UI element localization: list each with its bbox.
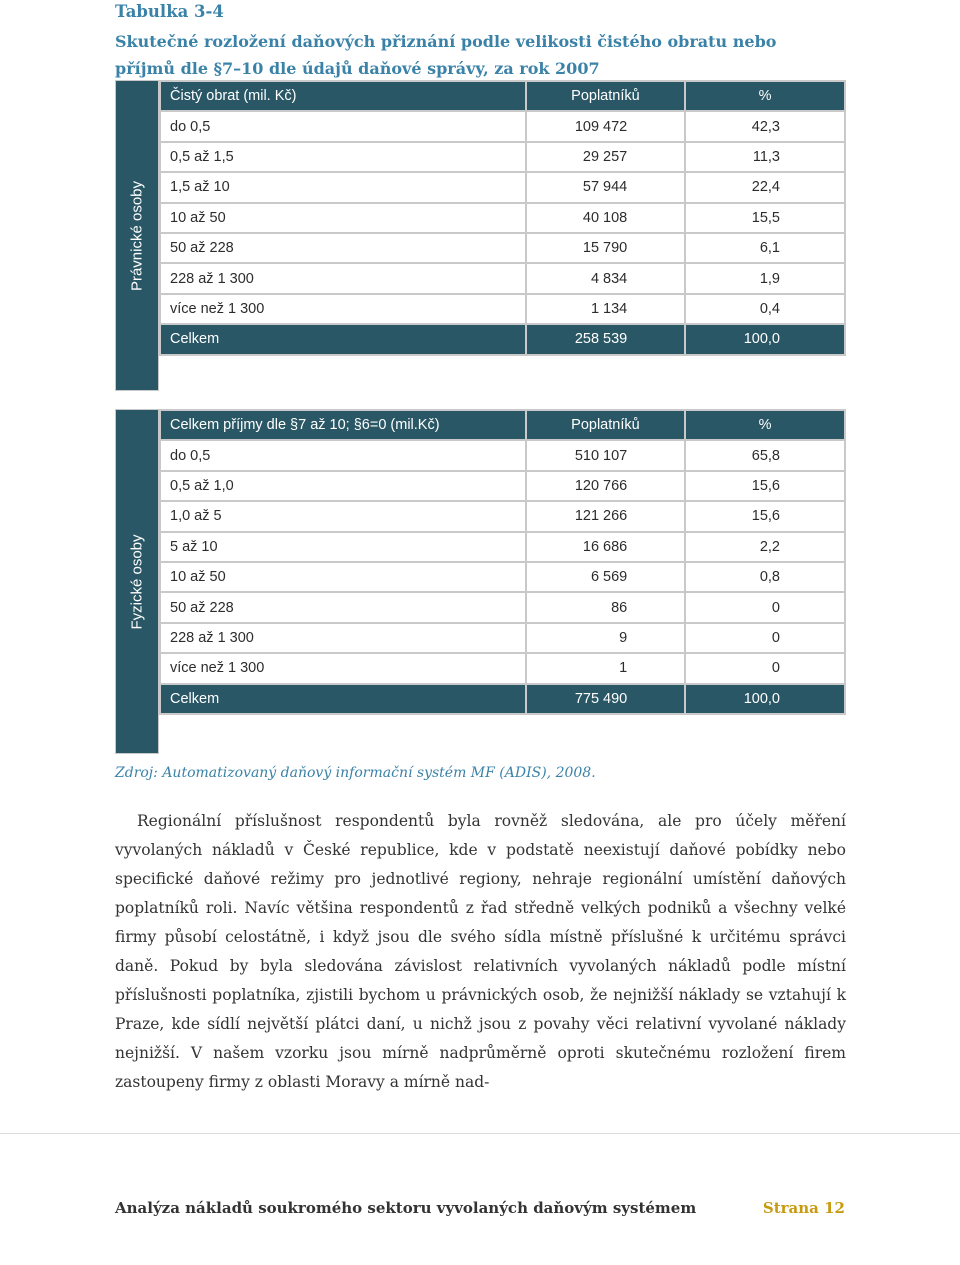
percent-cell: 100,0	[685, 324, 845, 354]
group-sidebar	[115, 80, 159, 391]
table-fyzicke-osoby	[115, 409, 846, 754]
group-label: Právnické osoby	[128, 180, 146, 291]
percent-cell: 100,0	[685, 684, 845, 714]
percent-cell: 42,3	[685, 111, 845, 141]
table-row	[160, 111, 845, 141]
range-cell: 228 až 1 300	[160, 263, 526, 293]
table-row	[160, 172, 845, 202]
percent-cell: 15,6	[685, 501, 845, 531]
taxpayers-cell: 120 766	[526, 471, 686, 501]
table-row	[160, 294, 845, 324]
table-row	[160, 592, 845, 622]
taxpayers-cell: Poplatníků	[526, 81, 686, 111]
table-row	[160, 653, 845, 683]
range-cell: Čistý obrat (mil. Kč)	[160, 81, 526, 111]
table-total-row	[160, 684, 845, 714]
table-row	[160, 233, 845, 263]
percent-cell: 0	[685, 592, 845, 622]
range-cell: 0,5 až 1,5	[160, 142, 526, 172]
range-cell: více než 1 300	[160, 653, 526, 683]
table-row	[160, 142, 845, 172]
footer-divider	[0, 1133, 960, 1134]
percent-cell: 15,6	[685, 471, 845, 501]
percent-cell: 65,8	[685, 440, 845, 470]
range-cell: 10 až 50	[160, 203, 526, 233]
table-row	[160, 562, 845, 592]
range-cell: 1,5 až 10	[160, 172, 526, 202]
taxpayers-cell: 15 790	[526, 233, 686, 263]
body-paragraph: Regionální příslušnost respondentů byla rovněž sledována, ale pro účely měření vyvolaných nákladů v České republice, kde v podstatě neexistují daňové pobídky nebo specifické daňové režimy pro jednotlivé regiony, nehraje regionální umístění daňových poplatníků roli. Navíc většina respondentů z řad středně velkých podniků a všechny velké firmy působí celostátně, i když jsou dle svého sídla místně příslušné k určitému správci daně. Pokud by byla sledována závislost relativních vyvolaných nákladů podle místní příslušnosti poplatníka, zjistili bychom u právnických osob, že nejnižší náklady se vztahují k Praze, kde sídlí největší plátci daní, u nichž jsou z povahy věci relativní vyvolané náklady nejnižší. V našem vzorku jsou mírně nadprůměrně oproti skutečnému rozložení firem zastoupeny firmy z oblasti Moravy a mírně nad-	[115, 812, 846, 1091]
taxpayers-cell: 4 834	[526, 263, 686, 293]
percent-cell: %	[685, 410, 845, 440]
table-caption-title: Skutečné rozložení daňových přiznání podle velikosti čistého obratu nebo příjmů dle §7–10 dle údajů daňové správy, za rok 2007	[115, 32, 777, 78]
group-label: Fyzické osoby	[128, 533, 146, 630]
table-row	[160, 532, 845, 562]
table-header-row	[160, 410, 845, 440]
footer-page-number: Strana 12	[762, 1199, 845, 1217]
group-sidebar	[115, 409, 159, 754]
percent-cell: 2,2	[685, 532, 845, 562]
source-note: Zdroj: Automatizovaný daňový informační systém MF (ADIS), 2008.	[115, 765, 596, 781]
range-cell: více než 1 300	[160, 294, 526, 324]
percent-cell: 0,8	[685, 562, 845, 592]
table-caption-label: Tabulka 3-4	[115, 2, 224, 21]
range-cell: 1,0 až 5	[160, 501, 526, 531]
table-row	[160, 203, 845, 233]
range-cell: 50 až 228	[160, 592, 526, 622]
percent-cell: 0	[685, 653, 845, 683]
range-cell: Celkem	[160, 324, 526, 354]
taxpayers-cell: 9	[526, 623, 686, 653]
taxpayers-cell: 6 569	[526, 562, 686, 592]
range-cell: do 0,5	[160, 111, 526, 141]
taxpayers-cell: 1 134	[526, 294, 686, 324]
percent-cell: 22,4	[685, 172, 845, 202]
taxpayers-cell: 57 944	[526, 172, 686, 202]
table-row	[160, 501, 845, 531]
range-cell: 5 až 10	[160, 532, 526, 562]
taxpayers-cell: 86	[526, 592, 686, 622]
percent-cell: 11,3	[685, 142, 845, 172]
percent-cell: 0,4	[685, 294, 845, 324]
percent-cell: 15,5	[685, 203, 845, 233]
table-row	[160, 440, 845, 470]
taxpayers-cell: 121 266	[526, 501, 686, 531]
range-cell: Celkem příjmy dle §7 až 10; §6=0 (mil.Kč)	[160, 410, 526, 440]
table-header-row	[160, 81, 845, 111]
table-total-row	[160, 324, 845, 354]
range-cell: 10 až 50	[160, 562, 526, 592]
taxpayers-cell: 510 107	[526, 440, 686, 470]
range-cell: 228 až 1 300	[160, 623, 526, 653]
footer-title: Analýza nákladů soukromého sektoru vyvolaných daňovým systémem	[115, 1199, 697, 1217]
table-pravnicke-osoby	[115, 80, 846, 391]
taxpayers-cell: 29 257	[526, 142, 686, 172]
table-row	[160, 623, 845, 653]
range-cell: 0,5 až 1,0	[160, 471, 526, 501]
taxpayers-cell: 258 539	[526, 324, 686, 354]
percent-cell: 6,1	[685, 233, 845, 263]
range-cell: 50 až 228	[160, 233, 526, 263]
taxpayers-cell: Poplatníků	[526, 410, 686, 440]
range-cell: Celkem	[160, 684, 526, 714]
table-row	[160, 263, 845, 293]
data-table	[159, 409, 846, 715]
data-table	[159, 80, 846, 356]
percent-cell: 0	[685, 623, 845, 653]
taxpayers-cell: 109 472	[526, 111, 686, 141]
percent-cell: %	[685, 81, 845, 111]
table-row	[160, 471, 845, 501]
taxpayers-cell: 1	[526, 653, 686, 683]
taxpayers-cell: 40 108	[526, 203, 686, 233]
taxpayers-cell: 775 490	[526, 684, 686, 714]
range-cell: do 0,5	[160, 440, 526, 470]
percent-cell: 1,9	[685, 263, 845, 293]
taxpayers-cell: 16 686	[526, 532, 686, 562]
